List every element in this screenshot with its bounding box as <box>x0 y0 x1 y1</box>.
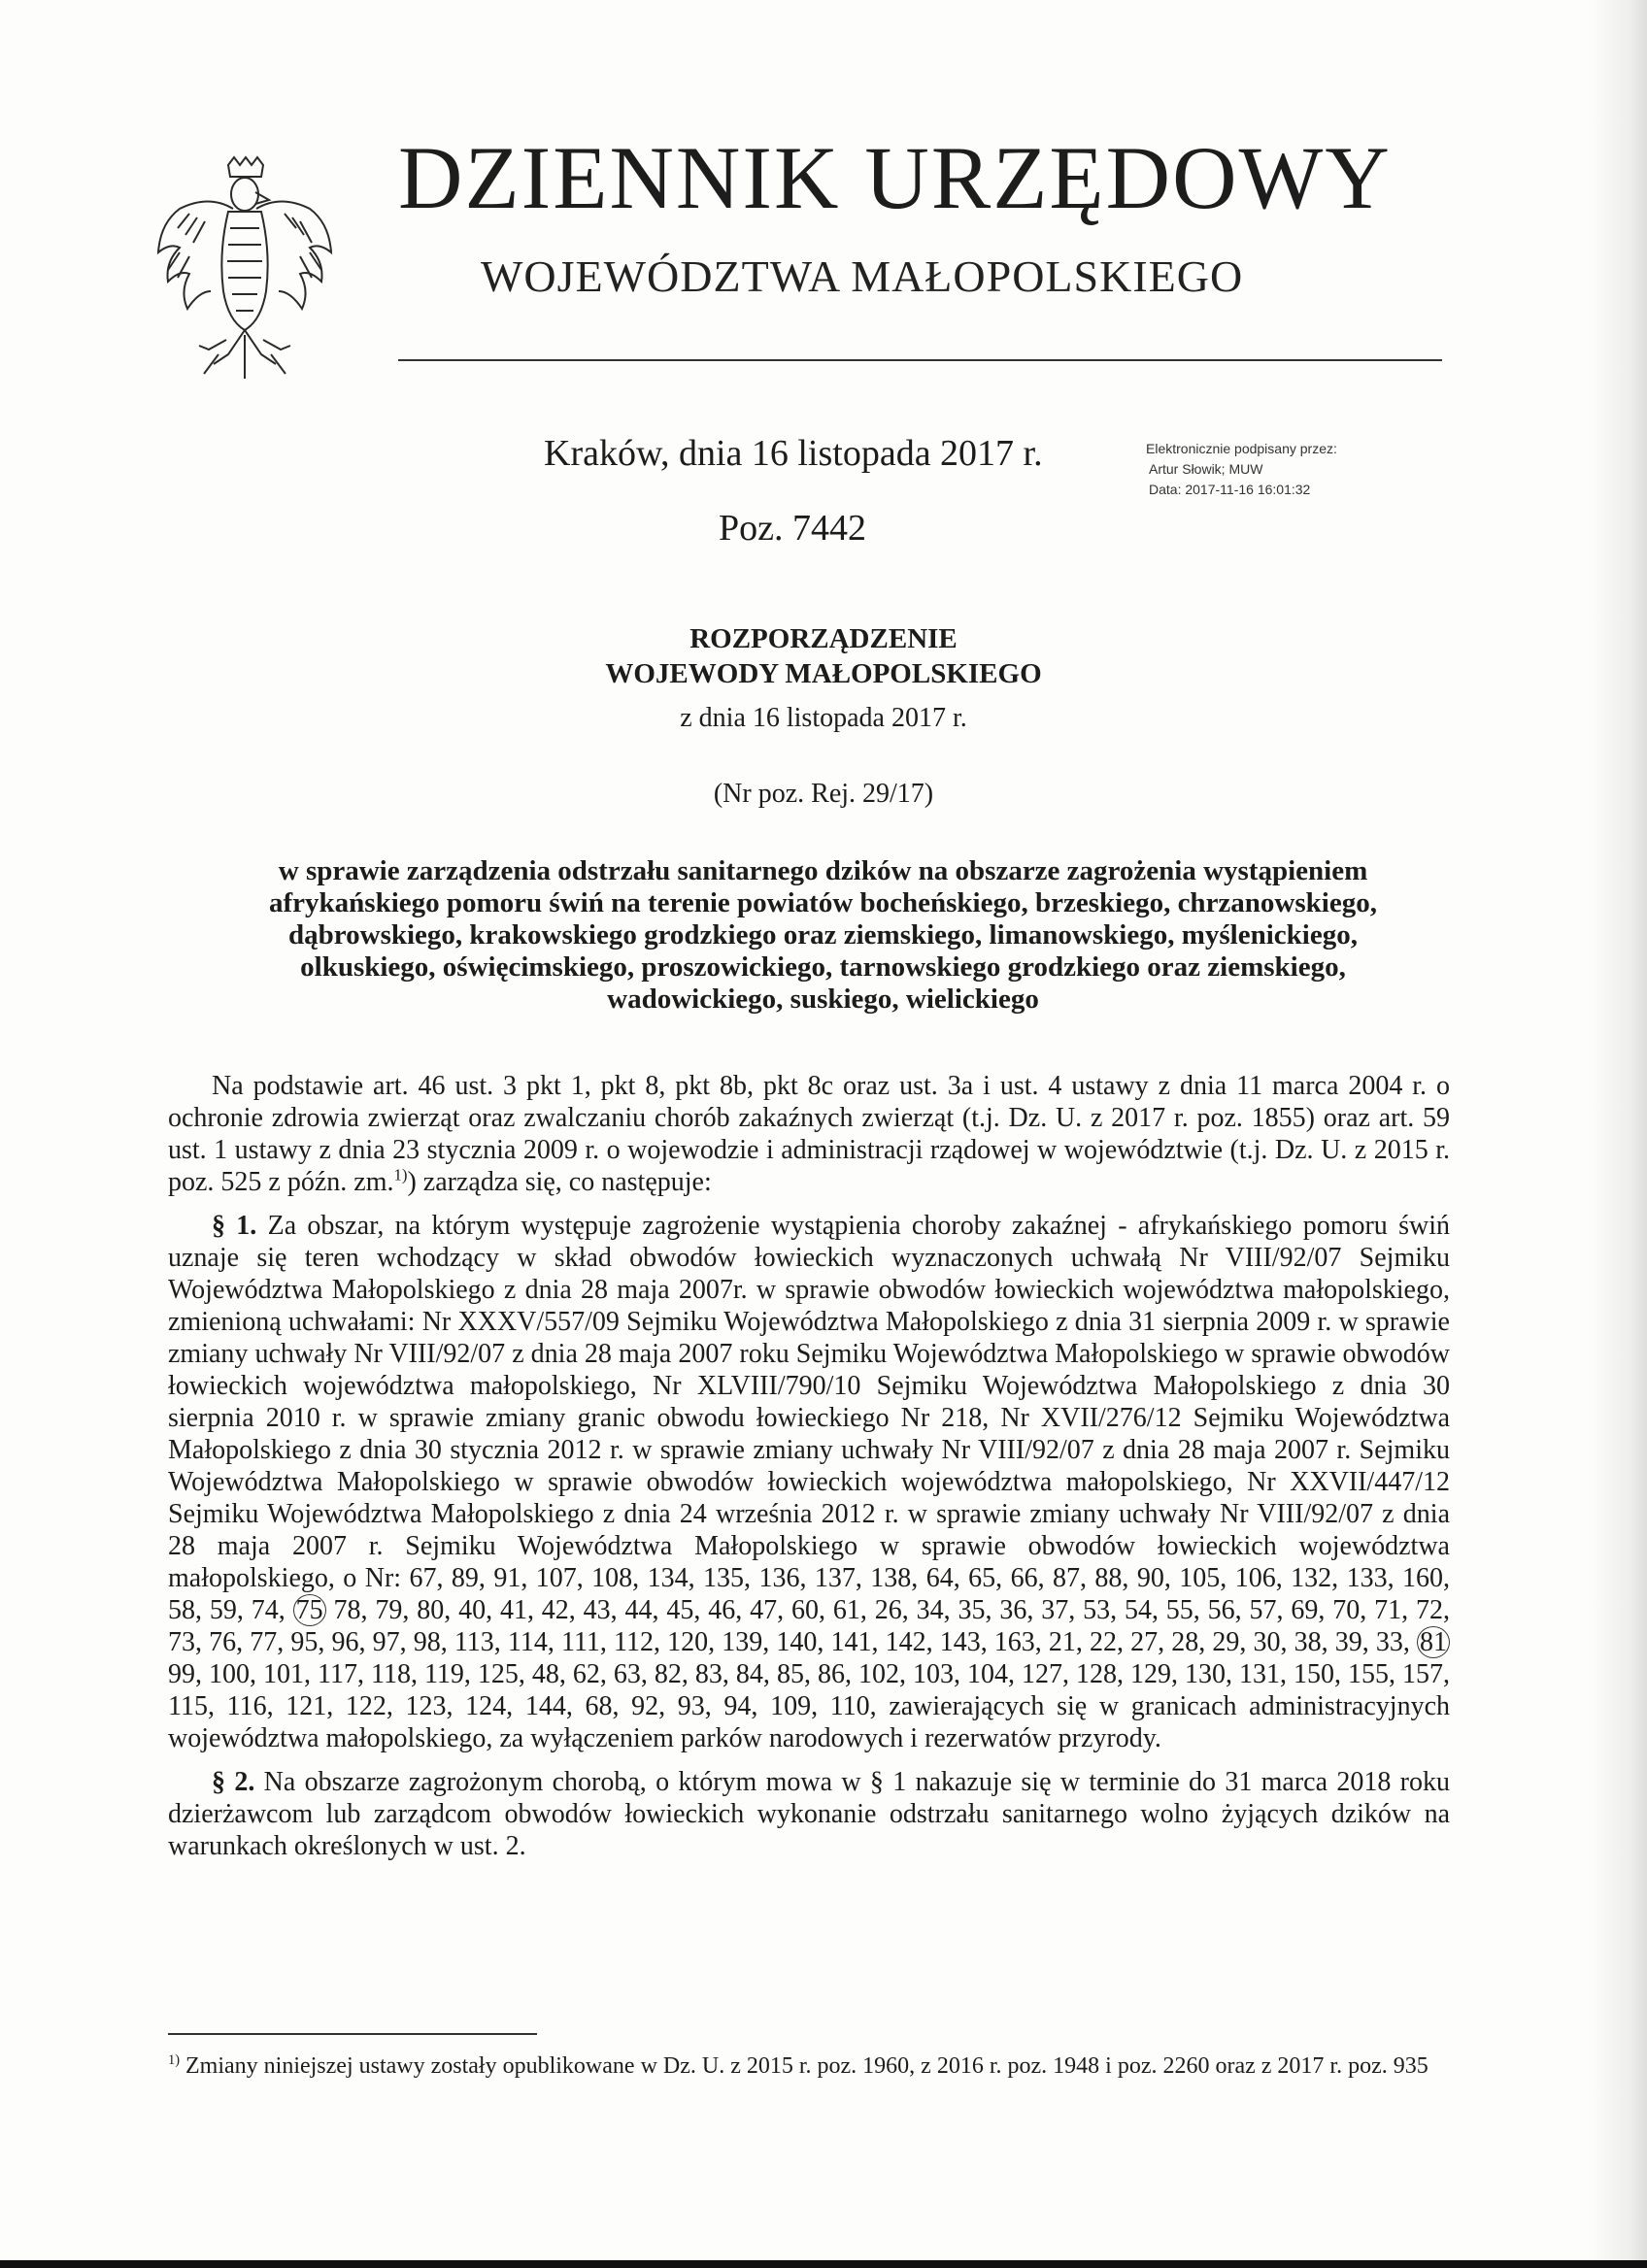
scan-edge <box>0 2260 1647 2268</box>
electronic-signature-stamp <box>1146 439 1337 500</box>
act-type-line-2: WOJEWODY MAŁOPOLSKIEGO <box>605 658 1042 689</box>
section-1 <box>168 1210 1450 1754</box>
section-1-mark: § 1. <box>212 1211 257 1241</box>
footnote-reference: 1) <box>393 1165 408 1184</box>
act-title: w sprawie zarządzenia odstrzału sanitarnego dzików na obszarze zagrożenia wystąpieniem afrykańskiego pomoru świń na terenie powiatów bocheńskiego, brzeskiego, chrzanowskiego, dąbrowskiego, krakowskiego grodzkiego oraz ziemskiego, limanowskiego, myślenickiego, olkuskiego, oświęcimskiego, proszowickiego, tarnowskiego grodzkiego oraz ziemskiego, wadowickiego, suskiego, wielickiego <box>269 855 1377 1015</box>
signature-line-2: Artur Słowik; MUW <box>1149 461 1263 477</box>
section-2-mark: § 2. <box>212 1767 255 1797</box>
footnote <box>168 2051 1450 2082</box>
page-fold-shadow <box>1589 0 1647 2268</box>
polish-eagle-emblem-icon <box>151 155 335 384</box>
position-number: Poz. 7442 <box>719 508 866 549</box>
circled-number-81: 81 <box>1417 1626 1450 1658</box>
footnote-marker: 1) <box>168 2052 180 2068</box>
act-type-line-1: ROZPORZĄDZENIE <box>689 623 958 654</box>
section-1-text-cont: 78, 79, 80, 40, 41, 42, 43, 44, 45, 46, 47, 60, 61, 26, 34, 35, 36, 37, 53, 54, 55, 56, 57, 69, 70, 71, 72, 73, 76, 77, 95, 96, 97, 98, 113, 114, 111, 112, 120, 139, 140, 141, 142, 143, 163, 21, 22, 27, 28, 29, 30, 38, 39, 33, <box>168 1595 1451 1657</box>
act-register-number: (Nr poz. Rej. 29/17) <box>713 779 934 809</box>
footnote-text: Zmiany niniejszej ustawy zostały opublikowane w Dz. U. z 2015 r. poz. 1960, z 2016 r. poz. 1948 i poz. 2260 oraz z 2017 r. poz. 935 <box>180 2053 1429 2079</box>
preamble-text-end: ) zarządza się, co następuje: <box>407 1167 712 1197</box>
section-2-text: Na obszarze zagrożonym chorobą, o którym mowa w § 1 nakazuje się w terminie do 31 marca 2018 roku dzierżawcom lub zarządcom obwodów łowieckich wykonanie odstrzału sanitarnego wolno żyjących dzików na warunkach określonych w ust. 2. <box>168 1767 1451 1861</box>
header-divider <box>398 359 1442 361</box>
footnote-divider <box>168 2033 537 2035</box>
act-type <box>97 621 1550 691</box>
section-1-text-end: 99, 100, 101, 117, 118, 119, 125, 48, 62, 63, 82, 83, 84, 85, 86, 102, 103, 104, 127, 128, 129, 130, 131, 150, 155, 157, 115, 116, 121, 122, 123, 124, 144, 68, 92, 93, 94, 109, 110, zawierających się w granicach administracyjnych województwa małopolskiego, za wyłączeniem parków narodowych i rezerwatów przyrody. <box>168 1659 1450 1753</box>
circled-number-75: 75 <box>293 1594 326 1626</box>
section-2 <box>168 1766 1450 1862</box>
publication-title: DZIENNIK URZĘDOWY <box>398 128 1392 227</box>
signature-line-3: Data: 2017-11-16 16:01:32 <box>1149 482 1311 497</box>
place-date: Kraków, dnia 16 listopada 2017 r. <box>544 433 1043 474</box>
preamble-text: Na podstawie art. 46 ust. 3 pkt 1, pkt 8, pkt 8b, pkt 8c oraz ust. 3a i ust. 4 ustawy z dnia 11 marca 2004 r. o ochronie zdrowia zwierząt oraz zwalczaniu chorób zakaźnych zwierząt (t.j. Dz. U. z 2017 r. poz. 1855) oraz art. 59 ust. 1 ustawy z dnia 23 stycznia 2009 r. o wojewodzie i administracji rządowej w województwie (t.j. Dz. U. z 2015 r. poz. 525 z późn. zm. <box>168 1071 1450 1197</box>
section-1-text: Za obszar, na którym występuje zagrożenie wystąpienia choroby zakaźnej - afrykańskiego pomoru świń uznaje się teren wchodzący w skład obwodów łowieckich wyznaczonych uchwałą Nr VIII/92/07 Sejmiku Województwa Małopolskiego z dnia 28 maja 2007r. w sprawie obwodów łowieckich województwa małopolskiego, zmienioną uchwałami: Nr XXXV/557/09 Sejmiku Województwa Małopolskiego z dnia 31 sierpnia 2009 r. w sprawie zmiany uchwały Nr VIII/92/07 z dnia 28 maja 2007 roku Sejmiku Województwa Małopolskiego w sprawie obwodów łowieckich województwa małopolskiego, Nr XLVIII/790/10 Sejmiku Województwa Małopolskiego z dnia 30 sierpnia 2010 r. w sprawie zmiany granic obwodu łowieckiego Nr 218, Nr XVII/276/12 Sejmiku Województwa Małopolskiego z dnia 30 stycznia 2012 r. w sprawie zmiany uchwały Nr VIII/92/07 z dnia 28 maja 2007 r. Sejmiku Województwa Małopolskiego w sprawie obwodów łowieckich województwa małopolskiego, Nr XXVII/447/12 Sejmiku Województwa Małopolskiego z dnia 24 września 2012 r. w sprawie zmiany uchwały Nr VIII/92/07 z dnia 28 maja 2007 r. Sejmiku Województwa Małopolskiego w sprawie obwodów łowieckich województwa małopolskiego, o Nr: 67, 89, 91, 107, 108, 134, 135, 136, 137, 138, 64, 65, 66, 87, 88, 90, 105, 106, 132, 133, 160, 58, 59, 74, <box>168 1211 1450 1625</box>
act-date: z dnia 16 listopada 2017 r. <box>680 703 967 733</box>
preamble <box>168 1070 1450 1198</box>
act-body <box>168 1070 1450 1874</box>
signature-line-1: Elektronicznie podpisany przez: <box>1146 441 1337 456</box>
publication-subtitle: WOJEWÓDZTWA MAŁOPOLSKIEGO <box>481 251 1244 301</box>
